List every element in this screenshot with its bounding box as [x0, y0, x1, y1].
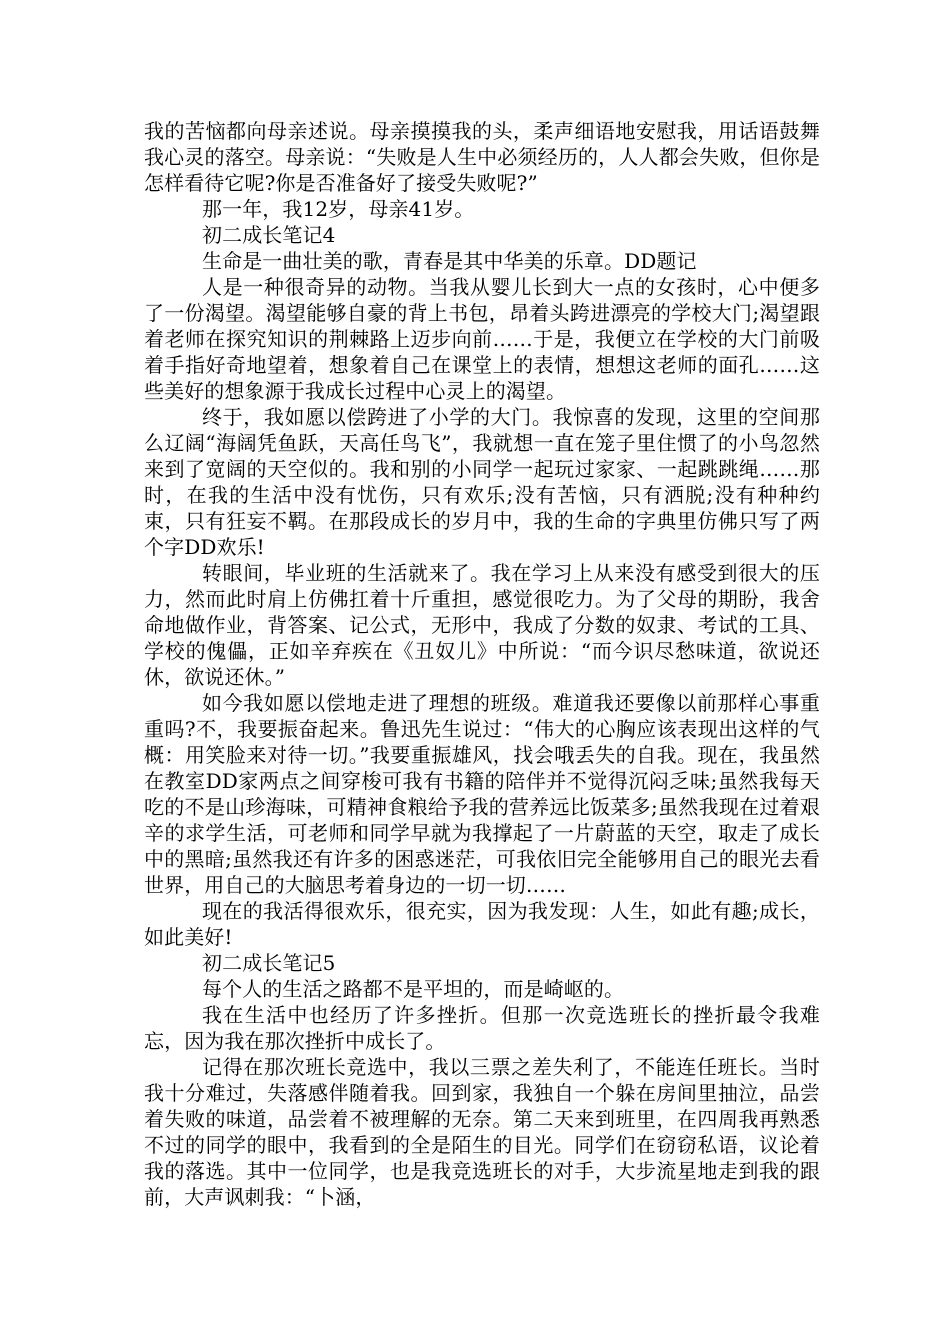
section-heading: 初二成长笔记4 — [202, 223, 336, 247]
paragraph: 每个人的生活之路都不是平坦的，而是崎岖的。 — [202, 977, 625, 1001]
paragraph: 我的苦恼都向母亲述说。母亲摸摸我的头，柔声细语地安慰我，用话语鼓舞我心灵的落空。母亲说：“失败是人生中必须经历的，人人都会失败，但你是怎样看待它呢?你是否准备好了接受失败呢?” — [144, 119, 820, 195]
paragraph: 那一年，我12岁，母亲41岁。 — [202, 197, 475, 221]
paragraph: 现在的我活得很欢乐，很充实，因为我发现：人生，如此有趣;成长，如此美好! — [144, 899, 820, 949]
paragraph: 记得在那次班长竞选中，我以三票之差失利了，不能连任班长。当时我十分难过，失落感伴随着我。回到家，我独自一个躲在房间里抽泣，品尝着失败的味道，品尝着不被理解的无奈。第二天来到班里，在四周我再熟悉不过的同学的眼中，我看到的全是陌生的目光。同学们在窃窃私语，议论着我的落选。其中一位同学，也是我竞选班长的对手，大步流星地走到我的跟前，大声讽刺我：“卜涵， — [144, 1055, 820, 1209]
paragraph: 终于，我如愿以偿跨进了小学的大门。我惊喜的发现，这里的空间那么辽阔“海阔凭鱼跃，天高任鸟飞”，我就想一直在笼子里住惯了的小鸟忽然来到了宽阔的天空似的。我和别的小同学一起玩过家家、一起跳跳绳……那时，在我的生活中没有忧伤，只有欢乐;没有苦恼，只有洒脱;没有种种约束，只有狂妄不羁。在那段成长的岁月中，我的生命的字典里仿佛只写了两个字DD欢乐! — [144, 405, 820, 559]
paragraph: 人是一种很奇异的动物。当我从婴儿长到大一点的女孩时，心中便多了一份渴望。渴望能够自豪的背上书包，昂着头跨进漂亮的学校大门;渴望跟着老师在探究知识的荆棘路上迈步向前……于是，我便立在学校的大门前吸着手指好奇地望着，想象着自己在课堂上的表情，想想这老师的面孔……这些美好的想象源于我成长过程中心灵上的渴望。 — [144, 275, 820, 403]
paragraph: 如今我如愿以偿地走进了理想的班级。难道我还要像以前那样心事重重吗?不，我要振奋起来。鲁迅先生说过：“伟大的心胸应该表现出这样的气概：用笑脸来对待一切。”我要重振雄风，找会哦丢失的自我。现在，我虽然在教室DD家两点之间穿梭可我有书籍的陪伴并不觉得沉闷乏味;虽然我每天吃的不是山珍海味，可精神食粮给予我的营养远比饭菜多;虽然我现在过着艰辛的求学生活，可老师和同学早就为我撑起了一片蔚蓝的天空，取走了成长中的黑暗;虽然我还有许多的困惑迷茫，可我依旧完全能够用自己的眼光去看世界，用自己的大脑思考着身边的一切一切…… — [144, 691, 820, 897]
section-heading: 初二成长笔记5 — [202, 951, 336, 975]
paragraph: 转眼间，毕业班的生活就来了。我在学习上从来没有感受到很大的压力，然而此时肩上仿佛扛着十斤重担，感觉很吃力。为了父母的期盼，我舍命地做作业，背答案、记公式，无形中，我成了分数的奴隶、考试的工具、学校的傀儡，正如辛弃疾在《丑奴儿》中所说：“而今识尽愁味道，欲说还休，欲说还休。” — [144, 561, 820, 689]
document-page — [144, 118, 820, 1210]
epigraph: 生命是一曲壮美的歌，青春是其中华美的乐章。DD题记 — [202, 249, 697, 273]
paragraph: 我在生活中也经历了许多挫折。但那一次竞选班长的挫折最令我难忘，因为我在那次挫折中成长了。 — [144, 1003, 820, 1053]
